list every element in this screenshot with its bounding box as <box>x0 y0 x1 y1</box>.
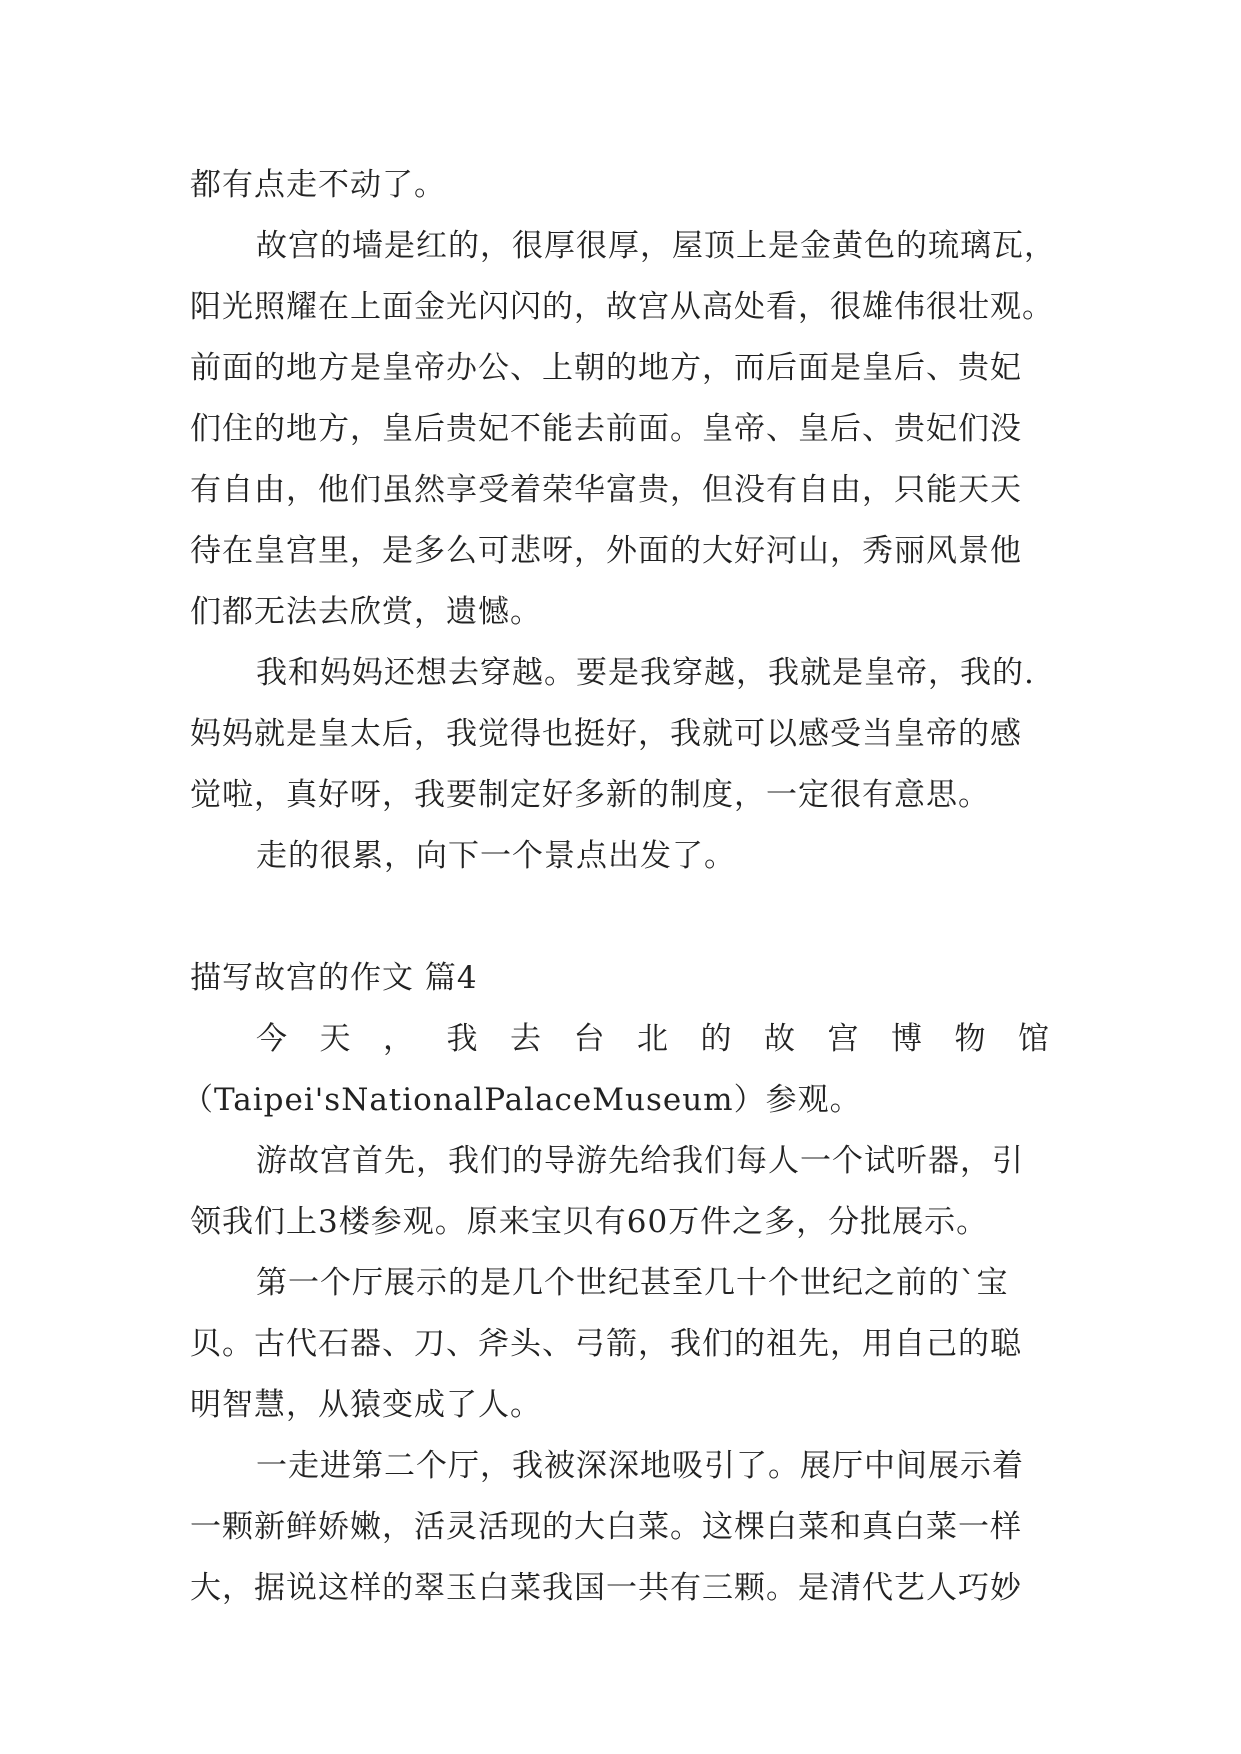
text-char: 今 <box>256 1021 288 1057</box>
text-char: 物 <box>954 1021 987 1057</box>
text-line: 妈妈就是皇太后，我觉得也挺好，我就可以感受当皇帝的感 <box>190 716 1022 752</box>
text-char: 我 <box>446 1021 479 1057</box>
text-char: 的 <box>700 1021 733 1057</box>
text-line: 故宫的墙是红的，很厚很厚，屋顶上是金黄色的琉璃瓦， <box>256 228 1056 264</box>
text-line: 明智慧，从猿变成了人。 <box>190 1387 542 1423</box>
text-line: 游故宫首先，我们的导游先给我们每人一个试听器，引 <box>256 1143 1024 1179</box>
text-char: 宫 <box>827 1021 860 1057</box>
text-char: 台 <box>573 1021 606 1057</box>
text-line: 领我们上3楼参观。原来宝贝有60万件之多，分批展示。 <box>190 1204 989 1240</box>
text-char: 去 <box>510 1021 542 1057</box>
text-char: 北 <box>637 1021 669 1057</box>
text-line: 一走进第二个厅，我被深深地吸引了。展厅中间展示着 <box>256 1448 1024 1484</box>
text-line: 贝。古代石器、刀、斧头、弓箭，我们的祖先，用自己的聪 <box>190 1326 1022 1362</box>
justified-line <box>190 1019 1050 1059</box>
text-line: 觉啦，真好呀，我要制定好多新的制度，一定很有意思。 <box>190 777 990 813</box>
text-line: 阳光照耀在上面金光闪闪的，故宫从高处看，很雄伟很壮观。 <box>190 289 1054 325</box>
text-char: ， <box>383 1021 415 1057</box>
text-line: 我和妈妈还想去穿越。要是我穿越，我就是皇帝，我的. <box>256 655 1035 691</box>
text-line: 一颗新鲜娇嫩，活灵活现的大白菜。这棵白菜和真白菜一样 <box>190 1509 1022 1545</box>
text-char: 天 <box>319 1021 352 1057</box>
text-line: 们住的地方，皇后贵妃不能去前面。皇帝、皇后、贵妃们没 <box>190 411 1022 447</box>
text-line: 前面的地方是皇帝办公、上朝的地方，而后面是皇后、贵妃 <box>190 350 1022 386</box>
text-line: 们都无法去欣赏，遗憾。 <box>190 594 542 630</box>
text-char: 馆 <box>1018 1021 1050 1057</box>
text-char: 故 <box>764 1021 796 1057</box>
text-char: 博 <box>891 1021 923 1057</box>
text-line: （Taipei'sNationalPalaceMuseum）参观。 <box>182 1082 862 1118</box>
text-line: 待在皇宫里，是多么可悲呀，外面的大好河山，秀丽风景他 <box>190 533 1022 569</box>
section-heading: 描写故宫的作文 篇4 <box>190 960 478 996</box>
text-line: 第一个厅展示的是几个世纪甚至几十个世纪之前的`宝 <box>256 1265 1009 1301</box>
text-line: 有自由，他们虽然享受着荣华富贵，但没有自由，只能天天 <box>190 472 1022 508</box>
text-line: 都有点走不动了。 <box>190 167 446 203</box>
text-line: 大，据说这样的翠玉白菜我国一共有三颗。是清代艺人巧妙 <box>190 1570 1022 1606</box>
text-line: 走的很累，向下一个景点出发了。 <box>256 838 736 874</box>
